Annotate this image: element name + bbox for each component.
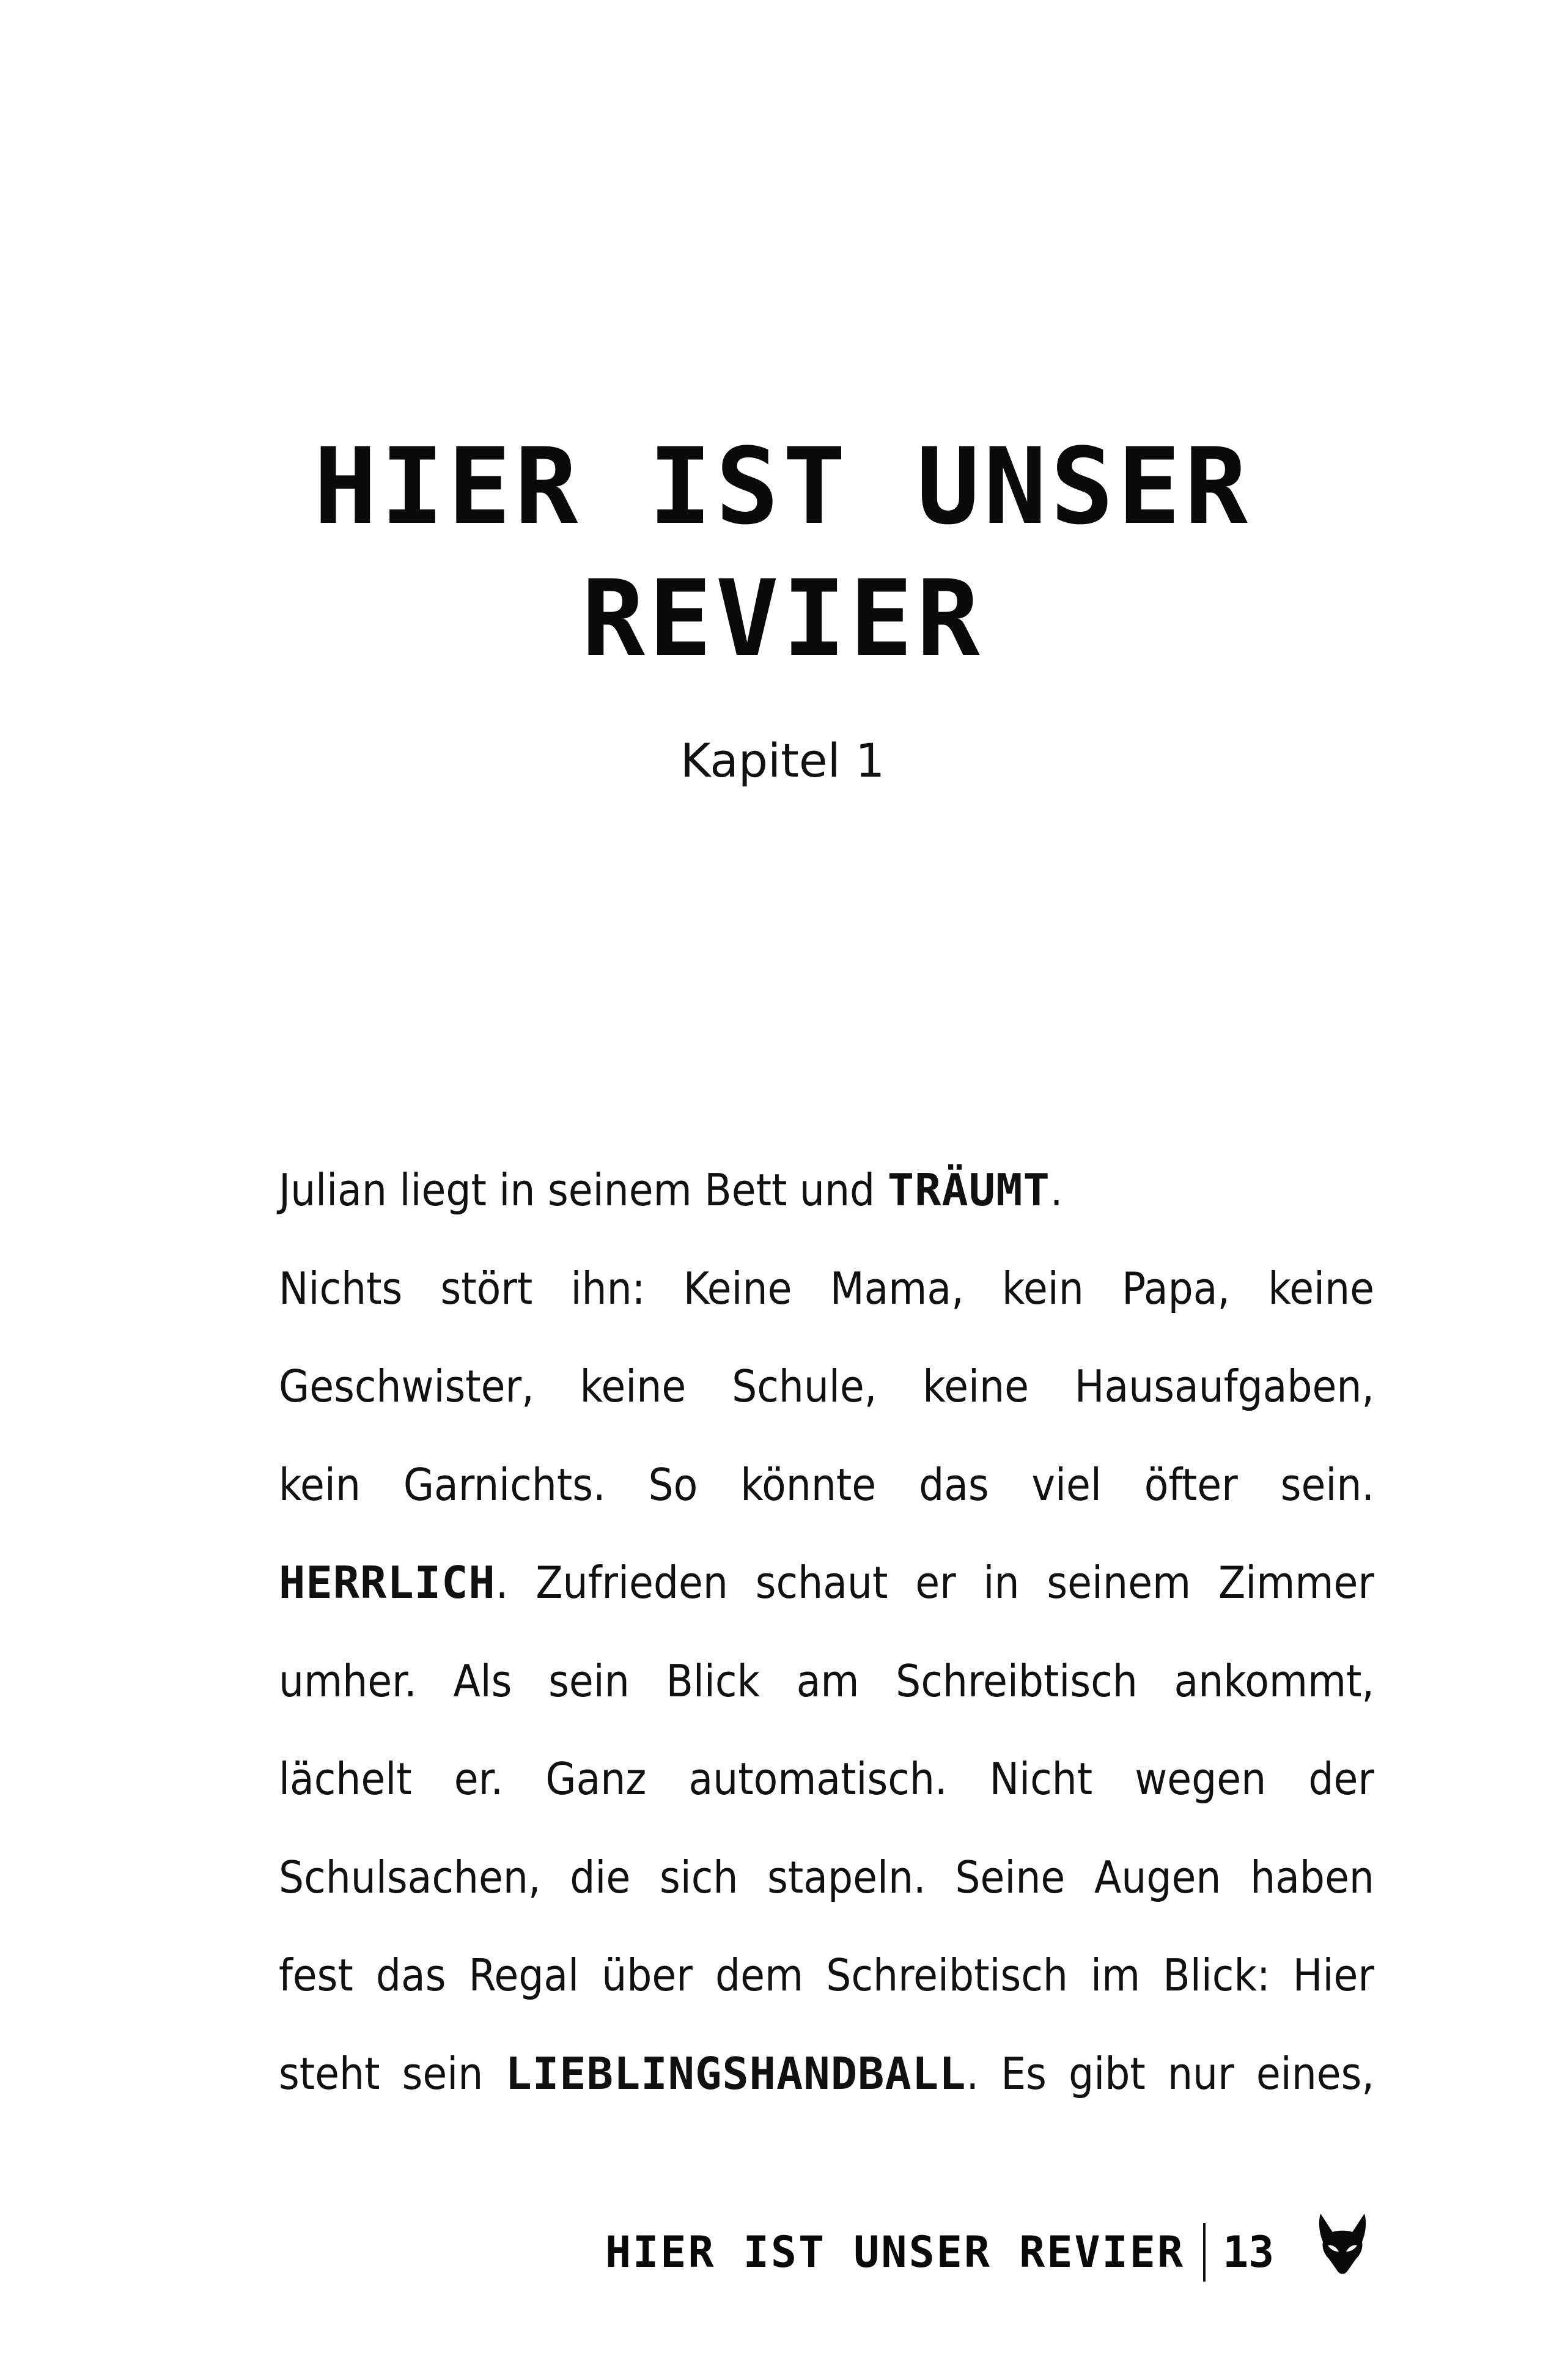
text-segment: Geschwister, keine Schule, keine Hausaufgaben, — [279, 1361, 1374, 1412]
text-segment: kein Garnichts. So könnte das viel öfter sein. — [279, 1458, 1374, 1510]
text-line — [279, 1240, 1374, 1338]
text-segment: . Es gibt nur eines, — [966, 2047, 1374, 2099]
text-segment: fest das Regal über dem Schreibtisch im Blick: Hier — [279, 1949, 1374, 2001]
chapter-title — [0, 421, 1565, 685]
text-line — [279, 1337, 1374, 1436]
chapter-title-line-1: HIER IST UNSER — [314, 425, 1251, 548]
body-paragraph — [279, 1141, 1374, 2123]
emphasized-word: HERRLICH — [279, 1557, 496, 1608]
text-line — [279, 2025, 1374, 2123]
text-line — [279, 1632, 1374, 1731]
running-title: HIER IST UNSER REVIER — [605, 2227, 1185, 2277]
emphasized-word: TRÄUMT — [887, 1164, 1050, 1216]
text-line — [279, 1436, 1374, 1534]
footer-divider — [1203, 2223, 1206, 2282]
emphasized-word: LIEBLINGSHANDBALL — [505, 2047, 967, 2099]
text-line — [279, 1534, 1374, 1632]
chapter-number-label: Kapitel 1 — [680, 733, 885, 788]
text-line — [279, 1730, 1374, 1828]
fox-head-icon — [1318, 2212, 1367, 2276]
text-segment: Nichts stört ihn: Keine Mama, kein Papa, keine — [279, 1262, 1374, 1314]
text-segment: umher. Als sein Blick am Schreibtisch ankommt, — [279, 1655, 1374, 1707]
text-segment: Julian liegt in seinem Bett und — [279, 1164, 888, 1216]
text-line — [279, 1926, 1374, 2025]
chapter-title-line-2: REVIER — [581, 557, 984, 680]
text-line — [279, 1141, 1374, 1240]
page-footer — [605, 2212, 1274, 2292]
page-number: 13 — [1223, 2227, 1275, 2277]
text-segment: steht sein — [279, 2047, 506, 2099]
text-segment: lächelt er. Ganz automatisch. Nicht wegen der — [279, 1753, 1374, 1805]
text-segment: Schulsachen, die sich stapeln. Seine Augen haben — [279, 1851, 1374, 1903]
text-line — [279, 1828, 1374, 1927]
text-segment: . — [1050, 1164, 1063, 1216]
text-segment: . Zufrieden schaut er in seinem Zimmer — [495, 1557, 1374, 1608]
